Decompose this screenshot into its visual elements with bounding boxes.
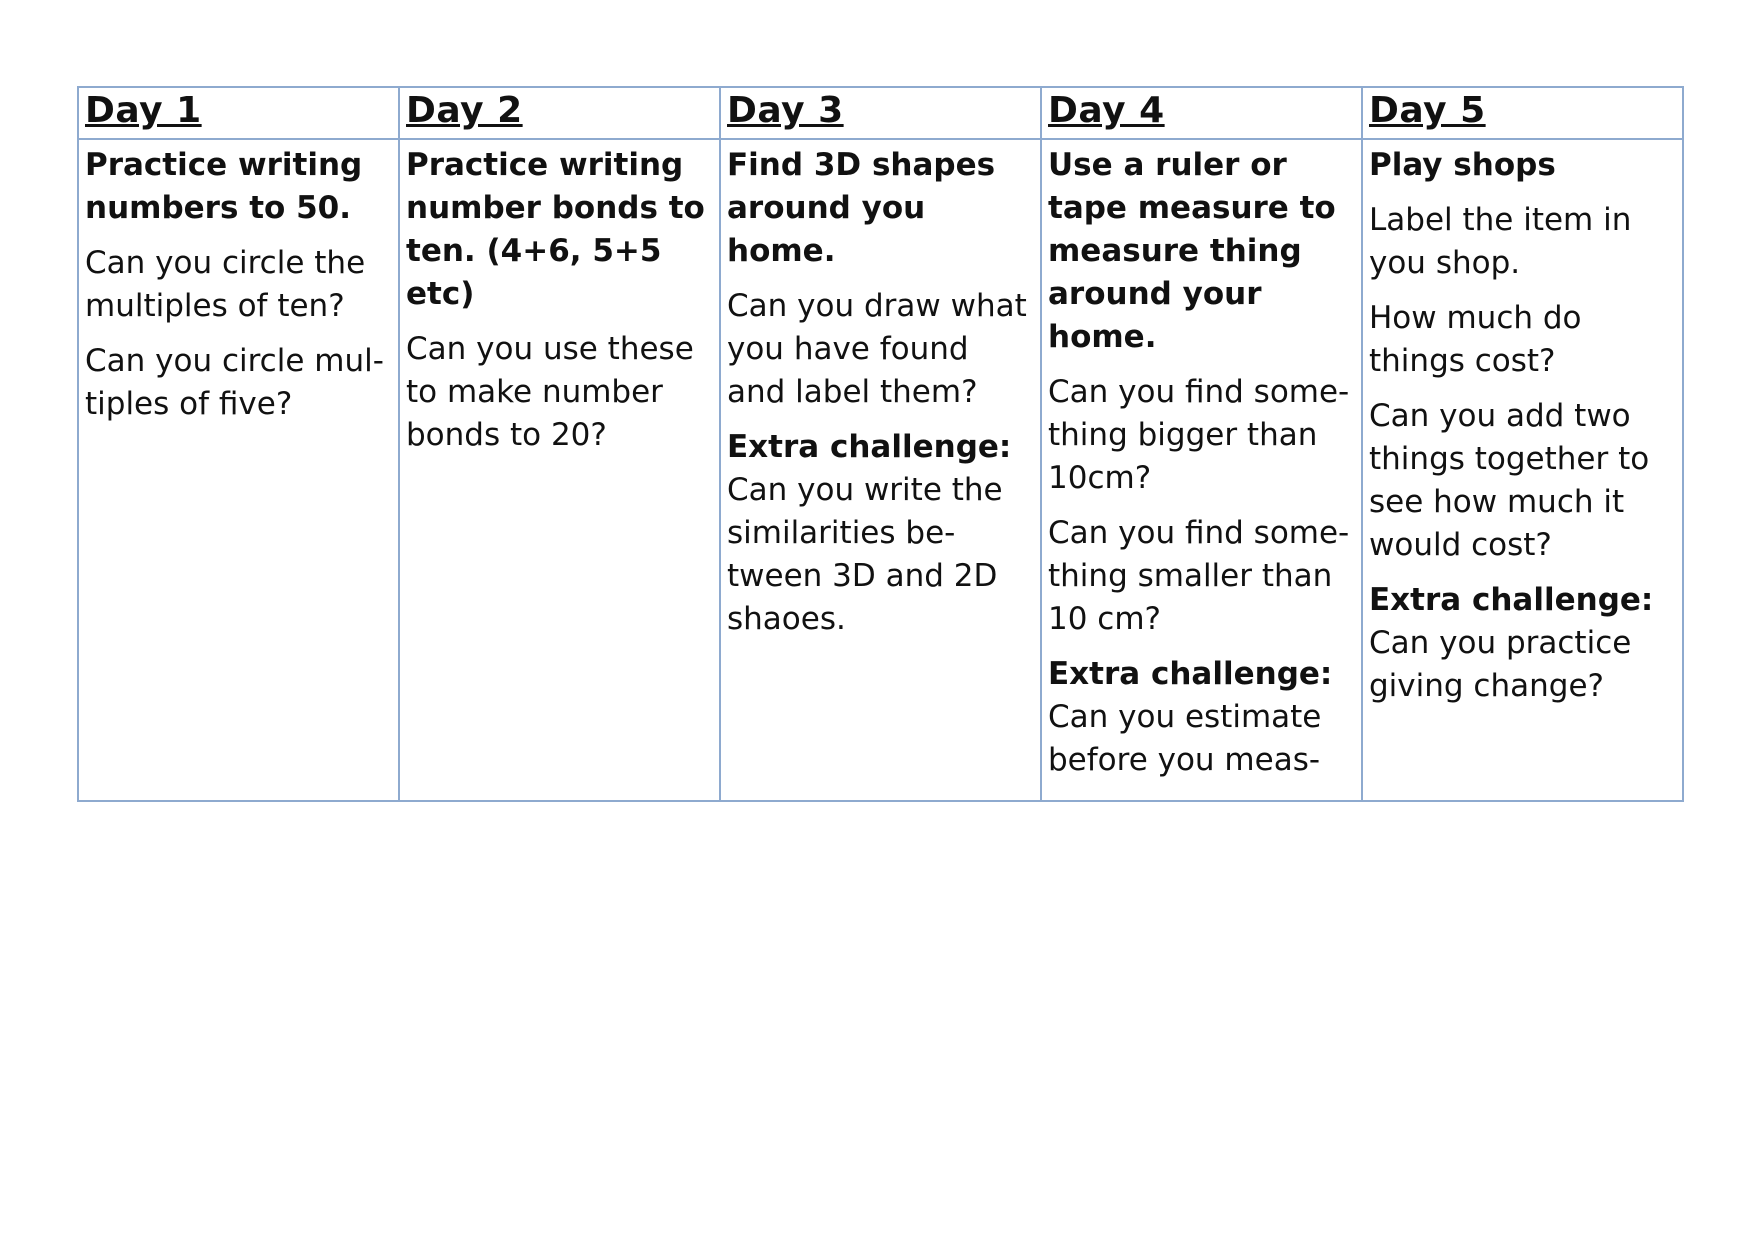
day-3-challenge-label: Extra challenge: [727, 429, 1012, 465]
day-5-challenge-text: Can you practice giving change? [1369, 625, 1632, 704]
day-4-challenge-label: Extra challenge: [1048, 656, 1333, 692]
day-5-challenge [1369, 579, 1676, 708]
day-3-task: Find 3D shapes around you home. [727, 147, 996, 269]
activities-row [78, 139, 1683, 801]
day-3-cell [720, 139, 1041, 801]
day-4-heading: Day 4 [1041, 87, 1362, 139]
day-1-prompt-2: Can you circle mul-tiples of five? [85, 343, 384, 422]
day-1-cell [78, 139, 399, 801]
day-2-prompt-1: Can you use these to make number bonds to 20? [406, 331, 694, 453]
day-3-heading: Day 3 [720, 87, 1041, 139]
day-4-task: Use a ruler or tape measure to measure thing around your home. [1048, 147, 1336, 355]
weekly-plan-table [77, 86, 1684, 802]
day-2-heading: Day 2 [399, 87, 720, 139]
day-1-heading: Day 1 [78, 87, 399, 139]
day-5-cell [1362, 139, 1683, 801]
day-2-task: Practice writing number bonds to ten. (4+6, 5+5 etc) [406, 147, 705, 312]
day-2-cell [399, 139, 720, 801]
day-5-prompt-3: Can you add two things together to see how much it would cost? [1369, 398, 1650, 563]
day-3-challenge-text: Can you write the similarities be-tween 3D and 2D shaoes. [727, 472, 1003, 637]
day-1-prompt-1: Can you circle the multiples of ten? [85, 245, 366, 324]
day-5-task: Play shops [1369, 147, 1556, 183]
day-3-prompt-1: Can you draw what you have found and label them? [727, 288, 1027, 410]
day-1-task: Practice writing numbers to 50. [85, 147, 363, 226]
day-4-challenge [1048, 653, 1355, 782]
day-3-challenge [727, 426, 1034, 641]
day-4-prompt-2: Can you find some-thing smaller than 10 cm? [1048, 515, 1350, 637]
day-4-cell [1041, 139, 1362, 801]
day-5-heading: Day 5 [1362, 87, 1683, 139]
day-5-challenge-label: Extra challenge: [1369, 582, 1654, 618]
day-5-prompt-2: How much do things cost? [1369, 300, 1582, 379]
day-4-prompt-1: Can you find some-thing bigger than 10cm? [1048, 374, 1350, 496]
header-row [78, 87, 1683, 139]
day-5-prompt-1: Label the item in you shop. [1369, 202, 1632, 281]
day-4-challenge-text: Can you estimate before you meas- [1048, 699, 1322, 778]
